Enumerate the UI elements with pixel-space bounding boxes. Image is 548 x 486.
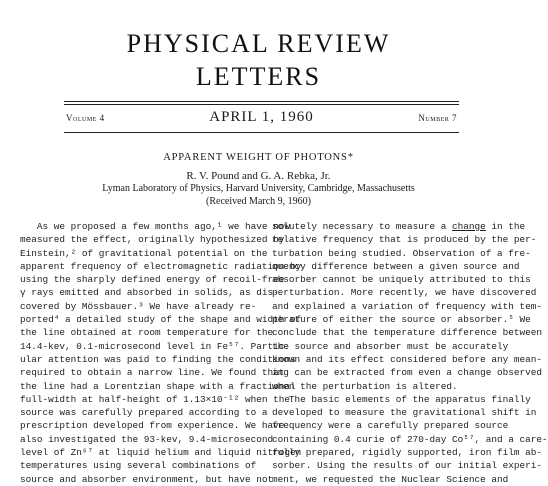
text-line: perature of either the source or absorber.⁵ We <box>272 314 531 326</box>
text-line: conclude that the temperature difference between <box>272 327 543 339</box>
text-line: turbation being studied. Observation of a fre- <box>272 247 531 259</box>
article-affiliation: Lyman Laboratory of Physics, Harvard University, Cambridge, Massachusetts <box>102 183 415 194</box>
text-line: apparent frequency of electromagnetic radiation by <box>20 260 302 272</box>
text-line: source and absorber environment, but have not <box>20 473 274 485</box>
text-line: and explained a variation of frequency with tem- <box>272 300 543 312</box>
text-line: using the sharply defined energy of recoil-free <box>20 274 285 286</box>
text-line: As we proposed a few months ago,¹ we have now <box>20 221 291 232</box>
article-title: APPARENT WEIGHT OF PHOTONS* <box>163 152 354 163</box>
issue-date: APRIL 1, 1960 <box>209 109 314 125</box>
text-line: perturbation. More recently, we have discovered <box>272 287 537 299</box>
text-line: quency difference between a given source and <box>272 260 520 272</box>
issue-number: Number 7 <box>418 113 457 123</box>
text-line: temperatures using several combinations of <box>20 460 257 472</box>
text-line: γ rays emitted and absorbed in solids, as dis- <box>20 287 279 299</box>
issue-info-row <box>64 108 459 128</box>
text-line: Einstein,² of gravitational potential on the <box>20 247 268 259</box>
text-line: ing can be extracted from even a change observed <box>272 367 543 379</box>
text-line: ular attention was paid to finding the conditions <box>20 353 296 365</box>
text-line: known and its effect considered before any mean- <box>272 353 543 365</box>
text-line: also investigated the 93-kev, 9.4-microsecond <box>20 433 274 445</box>
text-line: frequency were a carefully prepared source <box>272 420 509 432</box>
text-line: the source and absorber must be accurately <box>272 340 509 352</box>
header-rule-top <box>64 101 459 102</box>
text-line: The basic elements of the apparatus finally <box>272 393 531 405</box>
article-authors: R. V. Pound and G. A. Rebka, Jr. <box>186 170 331 182</box>
article-received-date: (Received March 9, 1960) <box>206 196 311 207</box>
journal-title-line1: PHYSICAL REVIEW <box>126 29 391 58</box>
text-line: the line obtained at room temperature for the <box>20 327 274 339</box>
text-line: solutely necessary to measure a change in the <box>272 221 526 232</box>
text-line: required to obtain a narrow line. We found that <box>20 367 285 379</box>
header-rule-bottom <box>64 132 459 133</box>
text-line: covered by Mössbauer.³ We have already re- <box>20 300 257 312</box>
journal-title-line2: LETTERS <box>195 62 322 91</box>
text-line: measured the effect, originally hypothesized by <box>20 234 285 246</box>
header-rule-top-double <box>64 104 459 105</box>
text-line: sorber. Using the results of our initial experi- <box>272 460 543 472</box>
text-line: fully prepared, rigidly supported, iron film ab- <box>272 447 543 459</box>
text-line: when the perturbation is altered. <box>272 380 458 392</box>
text-line: developed to measure the gravitational shift in <box>272 407 537 419</box>
text-line: absorber cannot be uniquely attributed to this <box>272 274 531 286</box>
text-line: containing 0.4 curie of 270-day Co⁵⁷, and a care- <box>272 433 548 445</box>
text-line: ported⁴ a detailed study of the shape and width of <box>20 314 302 326</box>
text-line: prescription developed from experience. We have <box>20 420 285 432</box>
text-line: source was carefully prepared according to a <box>20 407 268 419</box>
text-line: full-width at half-height of 1.13×10⁻¹² when the <box>20 393 291 405</box>
volume-label: Volume 4 <box>66 113 105 123</box>
text-line: 14.4-kev, 0.1-microsecond level in Fe⁵⁷. Partic- <box>20 340 291 352</box>
body-column-left <box>20 220 302 486</box>
text-line: level of Zn⁶⁷ at liquid helium and liquid nitrogen <box>20 447 302 459</box>
body-column-right <box>272 220 548 486</box>
text-line: ment, we requested the Nuclear Science and <box>272 473 509 485</box>
text-line: the line had a Lorentzian shape with a fractional <box>20 380 296 392</box>
text-line: relative frequency that is produced by the per- <box>272 234 537 246</box>
